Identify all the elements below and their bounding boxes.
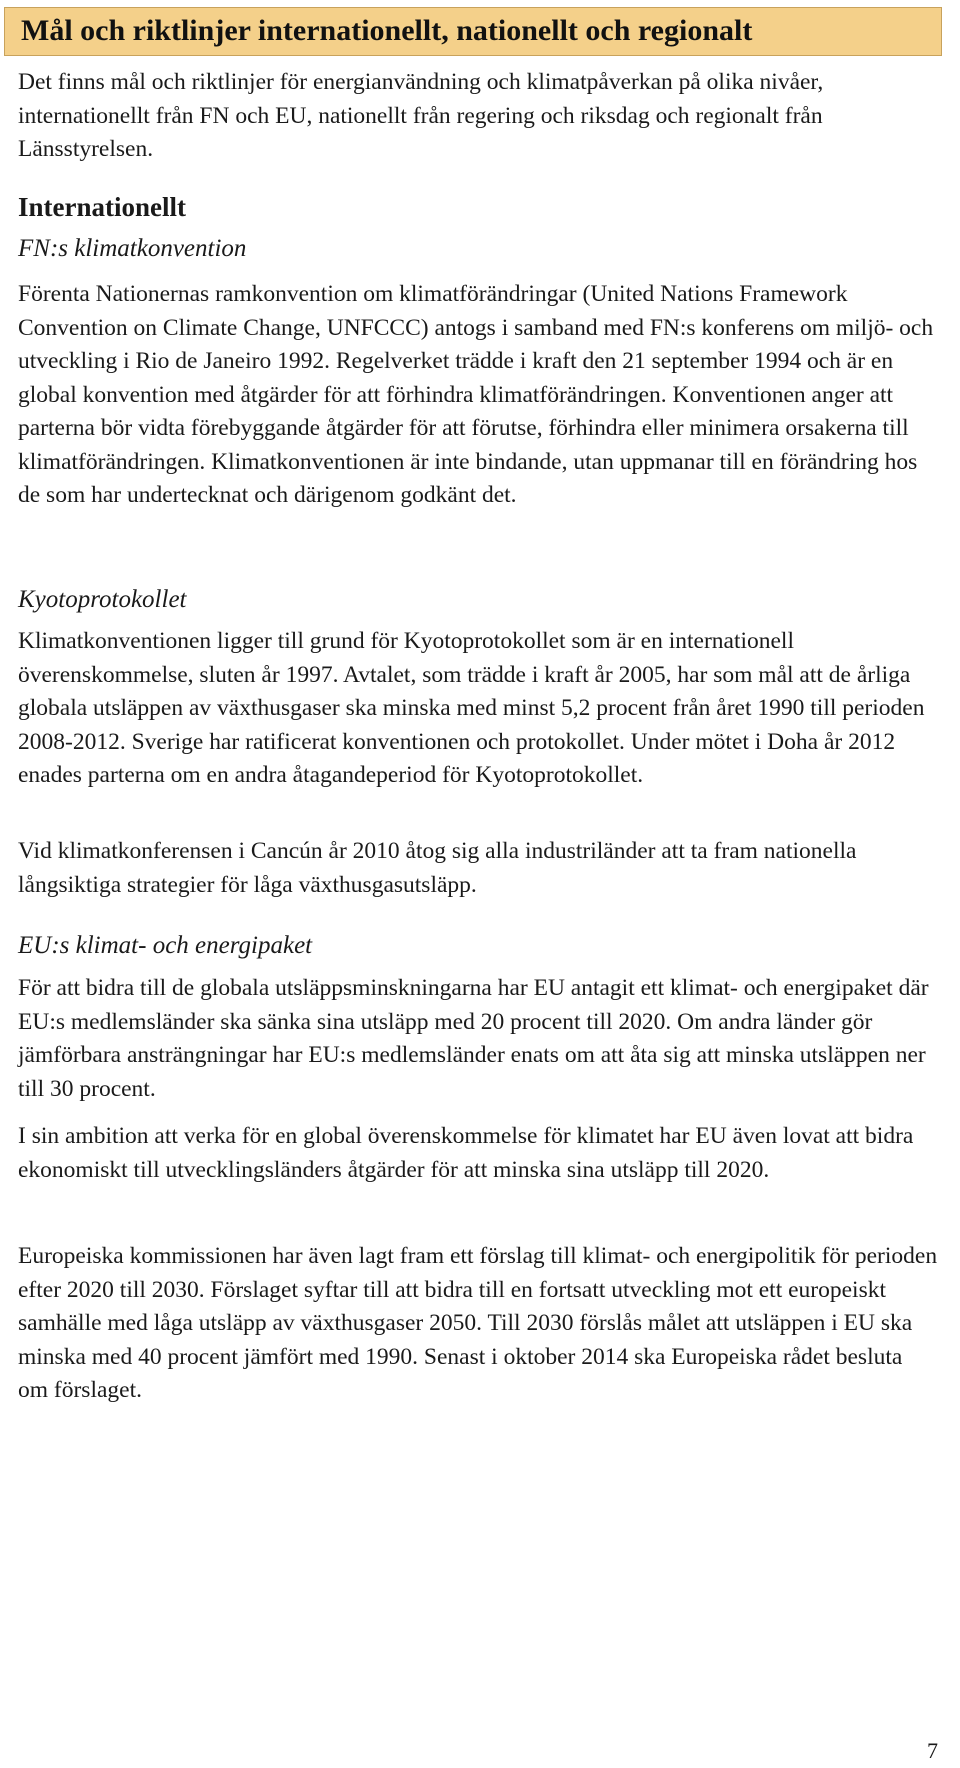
subheading-fn-climate-convention: FN:s klimatkonvention [18, 235, 247, 262]
intro-paragraph: Det finns mål och riktlinjer för energianvändning och klimatpåverkan på olika nivåer, internationellt från FN och EU, nationellt från regering och riksdag och regionalt från Länsstyrelsen. [18, 69, 824, 162]
title-banner [4, 7, 942, 56]
paragraph-kyoto-2: Vid klimatkonferensen i Cancún år 2010 åtog sig alla industriländer att ta fram nationella långsiktiga strategier för låga växthusgasutsläpp. [18, 838, 857, 898]
paragraph-eu-2: I sin ambition att verka för en global överenskommelse för klimatet har EU även lovat att bidra ekonomiskt till utvecklingsländers åtgärder för att minska sina utsläpp till 2020. [18, 1123, 914, 1183]
page-number: 7 [927, 1738, 938, 1763]
page-title: Mål och riktlinjer internationellt, nationellt och regionalt [21, 14, 753, 47]
subheading-kyoto: Kyotoprotokollet [18, 586, 187, 613]
subheading-eu-package: EU:s klimat- och energipaket [18, 932, 313, 959]
paragraph-fn-convention: Förenta Nationernas ramkonvention om klimatförändringar (United Nations Framework Convention on Climate Change, UNFCCC) antogs i samband med FN:s konferens om miljö- och utveckling i Rio de Janeiro 1992. Regelverket trädde i kraft den 21 september 1994 och är en global konvention med åtgärder för att förhindra klimatförändringen. Konventionen anger att parterna bör vidta förebyggande åtgärder för att förutse, förhindra eller minimera orsakerna till klimatförändringen. Klimatkonventionen är inte bindande, utan uppmanar till en förändring hos de som har undertecknat och därigenom godkänt det. [18, 281, 934, 508]
paragraph-kyoto-1: Klimatkonventionen ligger till grund för Kyotoprotokollet som är en internationell överenskommelse, sluten år 1997. Avtalet, som trädde i kraft år 2005, har som mål att de årliga globala utsläppen av växthusgaser ska minska med minst 5,2 procent från året 1990 till perioden 2008-2012. Sverige har ratificerat konventionen och protokollet. Under mötet i Doha år 2012 enades parterna om en andra åtagandeperiod för Kyotoprotokollet. [18, 628, 925, 788]
paragraph-eu-3: Europeiska kommissionen har även lagt fram ett förslag till klimat- och energipolitik för perioden efter 2020 till 2030. Förslaget syftar till att bidra till en fortsatt utveckling mot ett europeiskt samhälle med låga utsläpp av växthusgaser 2050. Till 2030 förslås målet att utsläppen i EU ska minska med 40 procent jämfört med 1990. Senast i oktober 2014 ska Europeiska rådet besluta om förslaget. [18, 1243, 938, 1403]
paragraph-eu-1: För att bidra till de globala utsläppsminskningarna har EU antagit ett klimat- och energipaket där EU:s medlemsländer ska sänka sina utsläpp med 20 procent till 2020. Om andra länder gör jämförbara ansträngningar har EU:s medlemsländer enats om att åta sig att minska utsläppen ner till 30 procent. [18, 975, 929, 1102]
section-heading-international: Internationellt [18, 192, 186, 222]
